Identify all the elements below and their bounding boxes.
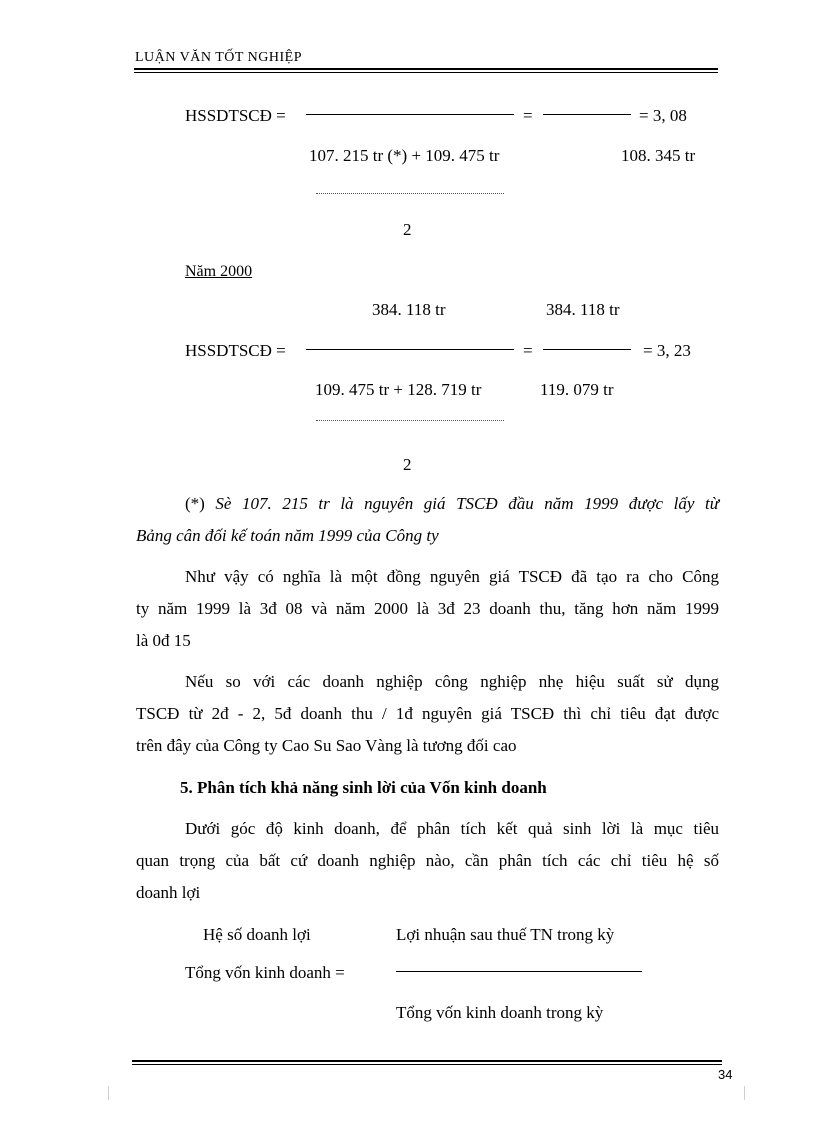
footer-rule-top [132,1060,722,1062]
formula-1999-label: HSSDTSCĐ = [185,106,286,125]
year-2000-heading: Năm 2000 [185,263,253,280]
formula-2000-equals: = [523,341,533,360]
formula-1999-divisor: 2 [403,220,412,239]
paragraph-2-line-2: TSCĐ từ 2đ - 2, 5đ doanh thu / 1đ nguyên giá TSCĐ thì chỉ tiêu đạt được [136,704,719,723]
header-rule-bottom [134,72,718,73]
page-number: 34 [718,1067,733,1082]
paragraph-2-line-3: trên đây của Công ty Cao Su Sao Vàng là tương đối cao [136,736,517,755]
formula-2000-numerator-left: 384. 118 tr [372,300,446,319]
formula-1999-denominator-left: 107. 215 tr (*) + 109. 475 tr [309,146,500,165]
profit-formula-label-line-1: Hệ số doanh lợi [203,925,311,944]
header-rule-top [134,68,718,70]
note-paragraph [136,488,719,552]
paragraph-3-line-3: doanh lợi [136,883,201,902]
formula-2000-denominator-left: 109. 475 tr + 128. 719 tr [315,380,482,399]
formula-1999-equals: = [523,106,533,125]
profit-formula-fraction-bar [396,971,642,972]
formula-2000-result: = 3, 23 [643,341,691,360]
formula-1999-denominator-right: 108. 345 tr [621,146,696,165]
formula-2000-numerator-right: 384. 118 tr [546,300,620,319]
formula-1999-fraction-bar-right [543,114,631,115]
crop-mark-left [108,1086,110,1100]
formula-1999-fraction-bar-left [306,114,514,115]
formula-2000-fraction-bar-left [306,349,514,350]
formula-2000-divisor: 2 [403,455,412,474]
formula-2000-dotted-bar [316,420,504,421]
paragraph-3-line-2: quan trọng của bất cứ doanh nghiệp nào, cần phân tích các chỉ tiêu hệ số [136,851,719,870]
formula-1999-dotted-bar [316,193,504,194]
paragraph-1-line-1: Như vậy có nghĩa là một đồng nguyên giá TSCĐ đã tạo ra cho Công [185,567,719,586]
profit-formula-denominator: Tổng vốn kinh doanh trong kỳ [396,1003,604,1022]
formula-2000-fraction-bar-right [543,349,631,350]
paragraph-2 [136,666,719,762]
paragraph-3-line-1: Dưới góc độ kinh doanh, để phân tích kết quả sinh lời là mục tiêu [185,819,719,838]
footer-rule-bottom [132,1064,722,1065]
note-line-2: Bảng cân đối kế toán năm 1999 của Công ty [136,526,439,545]
note-line-1 [136,488,719,520]
formula-2000-denominator-right: 119. 079 tr [540,380,614,399]
crop-mark-right [744,1086,746,1100]
paragraph-3 [136,813,719,909]
note-marker: (*) [185,494,205,513]
profit-formula-label-line-2: Tổng vốn kinh doanh = [185,963,345,982]
paragraph-1-line-3: là 0đ 15 [136,631,191,650]
formula-1999-result: = 3, 08 [639,106,687,125]
paragraph-1-line-2: ty năm 1999 là 3đ 08 và năm 2000 là 3đ 23 doanh thu, tăng hơn năm 1999 [136,599,719,618]
header-title: LUẬN VĂN TỐT NGHIỆP [135,50,302,65]
profit-formula-numerator: Lợi nhuận sau thuế TN trong kỳ [396,925,615,944]
section-5-heading: 5. Phân tích khả năng sinh lời của Vốn kinh doanh [180,778,547,797]
paragraph-2-line-1: Nếu so với các doanh nghiệp công nghiệp nhẹ hiệu suất sử dụng [185,672,719,691]
note-line-1-text: Sè 107. 215 tr là nguyên giá TSCĐ đầu năm 1999 được lấy từ [215,494,719,513]
formula-2000-label: HSSDTSCĐ = [185,341,286,360]
paragraph-1 [136,561,719,657]
